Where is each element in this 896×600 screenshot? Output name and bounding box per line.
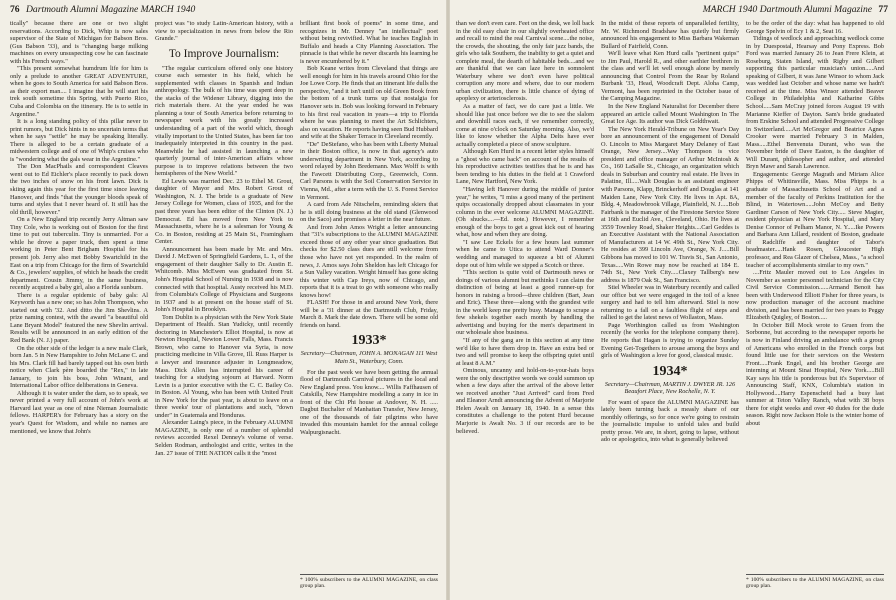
class-secretary: Secretary—Chairman, JOHN A. MONAGAN 111 West Main St., Waterbury, Conn. <box>300 350 438 365</box>
paragraph: Tidings of wedlock and approaching wedlock come in by Duespostal, Hearsay and Pony Express. Bob Ford was married January 26 to Jean Frere Klein, at Roseburg, Staten Island, with Rigby and Gilbert supporting this particular musician's union.....And speaking of Gilbert, it was Jane Winsor to whom Jack was wedded last October and whose name we hadn't received at the time. Miss Winsor attended Beaver College in Philadelphia and Katharine Gibbs School.....Sam McCray joined forces August 19 with Marianne Kieffer of Dayton. Sam's bride graduated from Erskine School and attended Progressive College in Switzerland.....Art McGregor and Beatrice Agnes Crooker were married February 3 in Malden, Mass.....Ethel Benvenuta Durant, who was the November bride of Dave Easton, is the daughter of Will Durant, philosopher and author, and attended Bryn Mawr and Sarah Lawrence. <box>746 35 884 171</box>
paragraph: brilliant first book of poems" in some time, and recognizes in Mr. Denney "an intellectual" poet without being revivified. What he teaches English in Buffalo and heads a City Planning Association. The pinnacle is that while he never discards his learning he is never encumbered by it." <box>300 20 438 65</box>
paragraph: As a matter of fact, we do care just a little. We should like just once before we die to see the slalom and downhill races each, if we remember correctly, come at nine o'clock on Saturday morning. Also, we'd like to know whether the Alpha Delts have ever actually completed a piece of snow sculpture. <box>456 103 594 148</box>
gutter <box>446 0 450 600</box>
running-title: Dartmouth Alumni Magazine MARCH 1940 <box>26 4 196 15</box>
column-1 <box>10 20 148 596</box>
paragraph: In the midst of these reports of unparalleled fertility, Mr. W. Richmond Bradshaw has quietly but firmly announced his engagement to Miss Barbara Wakeman Bullard of Fairfield, Conn. <box>601 20 739 50</box>
footnote: * 100% subscribers to the ALUMNI MAGAZINE, on class group plan. <box>300 574 438 590</box>
paragraph: "If any of the gang are in this section at any time we'd like to have them drop in. Have an extra bed or two and will promise to keep the offspring quiet until at least 8 A.M." <box>456 336 594 367</box>
paragraph: The New York Herald-Tribune on New Year's Day bore an announcement of the engagement of Donald O. Lincoln to Miss Margaret Mary Delaney of East Orange, New Jersey....Way Thompson is vice president and office manager of Arthur McIntosh & Co., 160 LaSalle St., Chicago, an organization which deals in Suburban and country real estate. He lives in Palatine, Ill.....Walt Douglas is an assistant engineer with Parsons, Klapp, Brinckerhoff and Douglas at 141 Maiden Lane, New York City. He lives in Apt. 8A, Bldg. 4, Meadowbrook Village, Plainfield, N. J.....Bob Fairbank is the manager of the Firestone Service Store at 16th and Euclid Ave., Cleveland, Ohio. He lives at 3559 Townley Road, Shaker Heights....Carl Geddes is an Executive Assistant with the National Association of Manufacturers at 14 W. 49th St., New York City. He resides at 399 Lincoln Ave, Orange, N. J.....Bill Gibbons has moved to 101 W. Travis St., San Antonio, Texas.....Win Rowe may now be reached at 184 E. 74th St., New York City.....Claxey Tallberg's new address is 1879 Oak St., San Francisco. <box>601 125 739 284</box>
column-2 <box>155 20 293 596</box>
page-header <box>10 4 442 18</box>
column-3 <box>746 20 884 596</box>
paragraph: tically" because there are one or two slight reservations. According to Dick, Whip is now sales supervisor of the State of Michigan for Babson Bros. (Gus Babson '33), and is "changing barge milking machines on every unsuspecting cow he can fascinate with his French ways." <box>10 20 148 65</box>
left-page <box>6 0 446 600</box>
paragraph: Although Ken Hurd in a recent letter styles himself a "ghost who came back" on account of the results of his reproductive activities testifies that he is and has been tending to his duties in the field at 1 Crawford Lane, New Hartford, New York. <box>456 148 594 186</box>
paragraph: "The regular curriculum offered only one history course each semester in his field, which he supplemented with classes in Spanish and Indian anthropology. The bulk of his time was spent deep in the stacks of the Widener Library, digging into the rich materials there. At the year ended he was planning a tour of South America before returning to newspaper work with his greatly increased understanding of a part of the world which, though vitally important to the United States, has been far too inadequately interpreted in this country in the past. Meanwhile he had assisted in launching a new quarterly journal of inter-American affairs whose purpose is to improve relations between the two hemispheres of the New World." <box>155 64 293 178</box>
column-3 <box>300 20 438 596</box>
paragraph: In October Bill Mock wrote to Gruen from the Sorbonne, but according to the newspaper reports he is now in Finland driving an ambulance with a group of Americans who enrolled in the French corps but found little use for their services on the Western Front.....Frank Engel, and his brother George are interning at Mount Sinai Hospital, New York.....Bill Kay says his title is ponderous but it's Supervisor of Announcing Staff, KNX, Columbia's station in Hollywood....Harry Espenscheid had a busy last summer at Teton Valley Ranch, what with 38 boys there for eight weeks and over 40 dudes for the dude season. Right now Jackson Hole is the winter home of about <box>746 321 884 427</box>
paragraph: "I saw Lee Eckels for a few hours last summer when he came to Utica to attend Ward Donner's wedding and managed to squeeze a bit of Alumni dope out of him while we sipped a Scotch or three. <box>456 238 594 269</box>
page-number: 77 <box>878 4 888 15</box>
paragraph: ....Fritz Mauler moved out to Los Angeles in November as senior personnel technician for the City Civil Service Commission......Armand Benoit has been with Underwood Elliott Fisher for three years, is now production manager of the account machine division, and has been married for two years to Peggy Elizabeth Quigley, of Boston..... <box>746 269 884 322</box>
paragraph: On a New England trip recently Jerry Altman saw Tiny Cole, who is working out of Boston for the first time to put out tuberculin. Tiny is unmarried. For a while he drove a paper truck, then spent a time working in Peter Bent Brigham Hospital for his present job. Jerry also met Bobby Swartchild in the East on a trip from Chicago for the firm of Swartchild & Co., jewelers' supplies, of which he heads the credit department. Cousin Jimmy, in the same business, recently acquired a baby girl, also a Florida sunburn. <box>10 216 148 292</box>
paragraph: For the past week we have been getting the annual flood of Dartmouth Carnival pictures in the local and New England press. You know.... Willis Faffhausen of Catskills, New Hampshire modelling a zany in ice in front of the Chi Phi house at Andover, N. H. ..... Dagbut Buchalter of Manhattan Transfer, New Jersey, one of the thousands of fair pilgrims who have invaded this mountain hamlet for the annual college Walpurgisnacht. <box>300 368 438 436</box>
page-number: 76 <box>10 4 20 15</box>
running-title: MARCH 1940 Dartmouth Alumni Magazine <box>702 4 872 15</box>
paragraph: We'll leave what Ken Hurd calls "pertinent quips" to Jim Paul, Harold R., and other earthier brethren in the class and we'll let well enough alone by merely announcing that Control From the Rear by Roland Burbank '33, Head, Woodcraft Dept. Aloha Camp, Vermont, has been reprinted in the October issue of the Camping Magazine. <box>601 50 739 103</box>
paragraph: The Don MacPhails and correspondent Cleaves went out to Ed Eichler's place recently to pack down the two inches of snow on his front lawn. Dick is skiing again this year for the first time since leaving Hanover, and finds "that the younger bloods speak of turns and styles that I never heard of. It still has the old thrill, however." <box>10 163 148 216</box>
paragraph: Ominous, uncanny and hold-on-to-your-hats boys were the only descriptive words we could summon up when a few days after the arrival of the above letter we received another "Just Arrived" card from Fred and Eleanor Arndt announcing the Advent of Marjorie Helen Awalt on January 18, 1940. In a sense this constitutes a challenge to the potent Hurd because Marjorie is Awalt No. 3 if our records are to be believed. <box>456 367 594 435</box>
column-2 <box>601 20 739 596</box>
paragraph: Although it is water under the dam, so to speak, we never printed a very full account of John's work at Harvard last year as one of nine Nieman Journalistic fellows. HARPER's for February has a story on the year's Quest for Wisdom, and while no names are mentioned, we know that John's <box>10 389 148 435</box>
paragraph: "De" DeStefano, who has been with Liberty Mutual in their Boston office, is now in that agency's auto underwriting department in New York, according to word relayed by John Bredemann. Max Wolff is with the Fawcett Distributing Corp., Greenwich, Conn. Carl Parsons is with the Soil Conservation Service in Vienna, Md., after a term with the U. S. Forest Service in Vermont. <box>300 140 438 201</box>
page-header <box>456 4 888 18</box>
right-page <box>452 0 892 600</box>
paragraph: Page Worthington called us from Washington recently (he works for the telephone company there). He reports that Hagan is trying to organize Sunday Evening Get-Togethers to arouse among the boys and girls of Washington a love for good, classical music. <box>601 321 739 360</box>
paragraph: "Having left Hanover during the middle of junior year," he writes, "I miss a good many of the pertinent quips occasionally dropped about classmates in your column in the ever welcome ALUMNI MAGAZINE. (Oh shucks....—Ed. note.) However, I remember enough of the boys to get a great kick out of hearing what, how and when they are doing. <box>456 186 594 239</box>
paragraph: Ed Lewis was married Dec. 23 to Ethel M. Grout, daughter of Mayor and Mrs. Robert Grout of Washington, N. J. The bride is a graduate of New Jersey College for Women, class of 1935, and for the past three years has been editor of the Clinton (N. J.) Democrat. Ed has moved from New York to Massachusetts, where he is a salesman for Young & Co. in Boston, residing at 25 Main St., Framingham Center. <box>155 177 293 246</box>
paragraph: to be the order of the day: what has happened to old George Spelvin of Ecy 1 & 2, Seat 16. <box>746 20 884 35</box>
paragraph: A card from Ade Nitschelm, reminding skiers that he is still doing business at the old stand (Glenwood on the Saco) and promises a letter in the near future. <box>300 201 438 224</box>
paragraph: In the New England Naturalist for December there appeared an article called Mount Washington In The Great Ice Age. Its author was Dick Goldthwait. <box>601 103 739 126</box>
class-secretary: Secretary—Chairman, MARTIN J. DWYER JR. 126 Beaufort Place, New Rochelle, N. Y. <box>604 380 736 396</box>
paragraph: than we don't even care. Feet on the desk, we loll back in the old easy chair in our slightly overheated office and recall to mind the real Carnival scene....the noise, the crowds, the shouting, the only fair jazz bands, the girls who talk Southern, the inability to get a quiet and complete meal, the dearth of habitable beds....and we are thankful that we can laze here in somnolent Waterbury where we don't even have political corruption any more and where, due to our modern urban civilization, there is little chance of dying of apoplexy or arteriosclerosis. <box>456 20 594 103</box>
paragraph: Announcement has been made by Mr. and Mrs. David J. McEwen of Springfield Gardens, L. I., of the engagement of their daughter Sally to Dr. Austin E. Whitcomb. Miss McEwen was graduated from St. John's Hospital School of Nursing in 1938 and is now connected with that hospital. Austy received his M.D. from Columbia's College of Physicians and Surgeons in 1937 and is at present on the house staff of St. John's Hospital in Brooklyn. <box>155 245 293 314</box>
paragraph: project was "to study Latin-American history, with a view to specialization in news from below the Rio Grande." <box>155 20 293 43</box>
paragraph: It is a long standing policy of this pillar never to print rumors, but Dick hints in no uncertain terms that when he says "settle" he may be speaking literally. There is alleged to be a certain graduate of a midwestern college and of one of Whip's cruises who is "wondering what the gals wear in the Argentine." <box>10 118 148 163</box>
paragraph: There is a regular epidemic of baby gals: Al Keyworth has a new one; so has John Thompson, who started out with '32. And ditto the Jim Shevlins. A prize naming contest, with the award "a beautiful old Lane Bryant Model" featured the new Shevlin arrival. Results will be announced in an early edition of the Red Bank (N. J.) paper. <box>10 291 148 344</box>
class-year-heading: 1933* <box>351 333 387 349</box>
paragraph: Alexander Laing's piece, in the February ALUMNI MAGAZINE, is only one of a number of splendid reviews accorded Rexel Denney's volume of verse. Selden Rodman, anthologist and critic, writes in the Jan. 27 issue of THE NATION calls it the "most <box>155 419 293 457</box>
paragraph: FLASH! For those in and around New York, there will be a '31 dinner at the Dartmouth Club, Friday, March 8. Mark the date down. There will be some old friends on hand. <box>300 299 438 329</box>
footnote: * 100% subscribers to the ALUMNI MAGAZINE, on class group plan. <box>746 574 884 590</box>
paragraph: "This present somewhat humdrum life for him is only a prelude to another GREAT ADVENTURE, when he goes to South America for said Babson Bros. as their export man.... I imagine that he will start his trek south sometime this Spring, with Puerto Rico, Cuba and Colombia on the itinerary. He is to settle in Argentine." <box>10 65 148 118</box>
paragraph: Bob Keane writes from Cleveland that things are well enough for him in his travels around Ohio for the Joe Lowe Corp. He finds that an itinerant life dulls the perspective, "and it isn't until on old Green Book from the bottom of a trunk turns up that nostalgia for Hanover sets in. Bob was looking forward in February to his first real vacation in years—a trip to Florida where he was planning to meet the Art Schlichters, also on vacation. He reports having seen Bud Hubbard and wife at the Shaker Terrace in Cleveland recently. <box>300 65 438 141</box>
paragraph: For want of space the ALUMNI MAGAZINE has lately been turning back a measly share of our monthly offerings, so for once we're going to restrain the journalistic impulse to unfold tales and build pretty prose. We are, in short, going to lapse, without ado or apologetics, into what is generally believed <box>601 398 739 444</box>
paragraph: "This section is quite void of Dartmouth news or doings of various alumni but methinks I can claim the distinction of being at least a good runner-up for honors in raising a brood—three children (Bart, Jean and Eric). These three—along with the grandest wife in the world keep me pretty busy. Manage to scrape a few shekels together each month by handling the advertising and buying for the men's department in our wholesale shoe business. <box>456 269 594 337</box>
paragraph: On the other side of the ledger is a new male Clark, born Jan. 5 in New Hampshire to John McLane C. and his Mrs. Clark fill had barely tapped out his own birth notice when Clark père boarded the "Rex," in late January, to join his boss, John Winant, and International Labor office deliberations in Geneva. <box>10 344 148 390</box>
class-year-heading: 1934* <box>652 363 688 379</box>
paragraph: Tom Dublin is a physician with the New York State Department of Health. Stan Yudicky, until recently doctoring in Manchester's Elliot Hospital, is now at Newton Hospital, Newton Lower Falls, Mass. Francis Brown, who came to Hanover via Syria, is now practicing medicine in Villa Grove, Ill. Russ Harper is a lawyer and insurance adjuster in Longmeadow, Mass. Dick Allen has interrupted his career of teaching for a studying sojourn at Harvard. Norm Levin is a junior executive with the C. C. Bailey Co. in Boston. Al Young, who has been with United Fruit in New York for the past year, is about to leave on a three weeks' tour of plantations and such, "down under" in Guatemala and Honduras. <box>155 313 293 419</box>
section-heading: To Improve Journalism: <box>168 47 280 60</box>
column-1 <box>456 20 594 596</box>
paragraph: Engagements: George Magrath and Miriam Alice Phipps of Whitinsville, Mass. Miss Phipps is a graduate of Massachusetts School of Art and a member of the faculty of Perkins Institution for the Blind, in Watertown.....John McCoy and Betty Gardiner Carson of New York City..... Steve Magier, resident physician at New York Hospital, and Mary Denise Connor of Pelham Manor, N. Y.....Ike Powers and Barbara Ann Lillard, resident of Boston, graduate of Radcliffe and daughter of Tabor's headmaster.....Hank Rosen, Gloucester High professor, and Rea Glazer of Chelsea, Mass., "a school teacher of accomplishments similar to my own." <box>746 170 884 269</box>
paragraph: And from John Amos Wright a letter announcing that "31's subscriptions to the ALUMNI MAGAZINE exceed those of any other year since graduation. But checks for $2.50 class dues are still welcome from those who have not yet responded. In the realm of news, J. Amos says John Sheldon has left Chicago for a Sun Valley vacation. Wright himself has gone skiing this winter with Cap Ireys, now of Chicago, and reports that it is a treat to go with someone who really knows how! <box>300 223 438 299</box>
paragraph: Stiel Wheeler was in Waterbury recently and called our office but we were engaged in the toil of a knee surgery and had to tell him afterward. Stiel is now returning to a fall on a faultless flight of steps and rallied to get the latest news of Wollaston, Mass. <box>601 284 739 322</box>
